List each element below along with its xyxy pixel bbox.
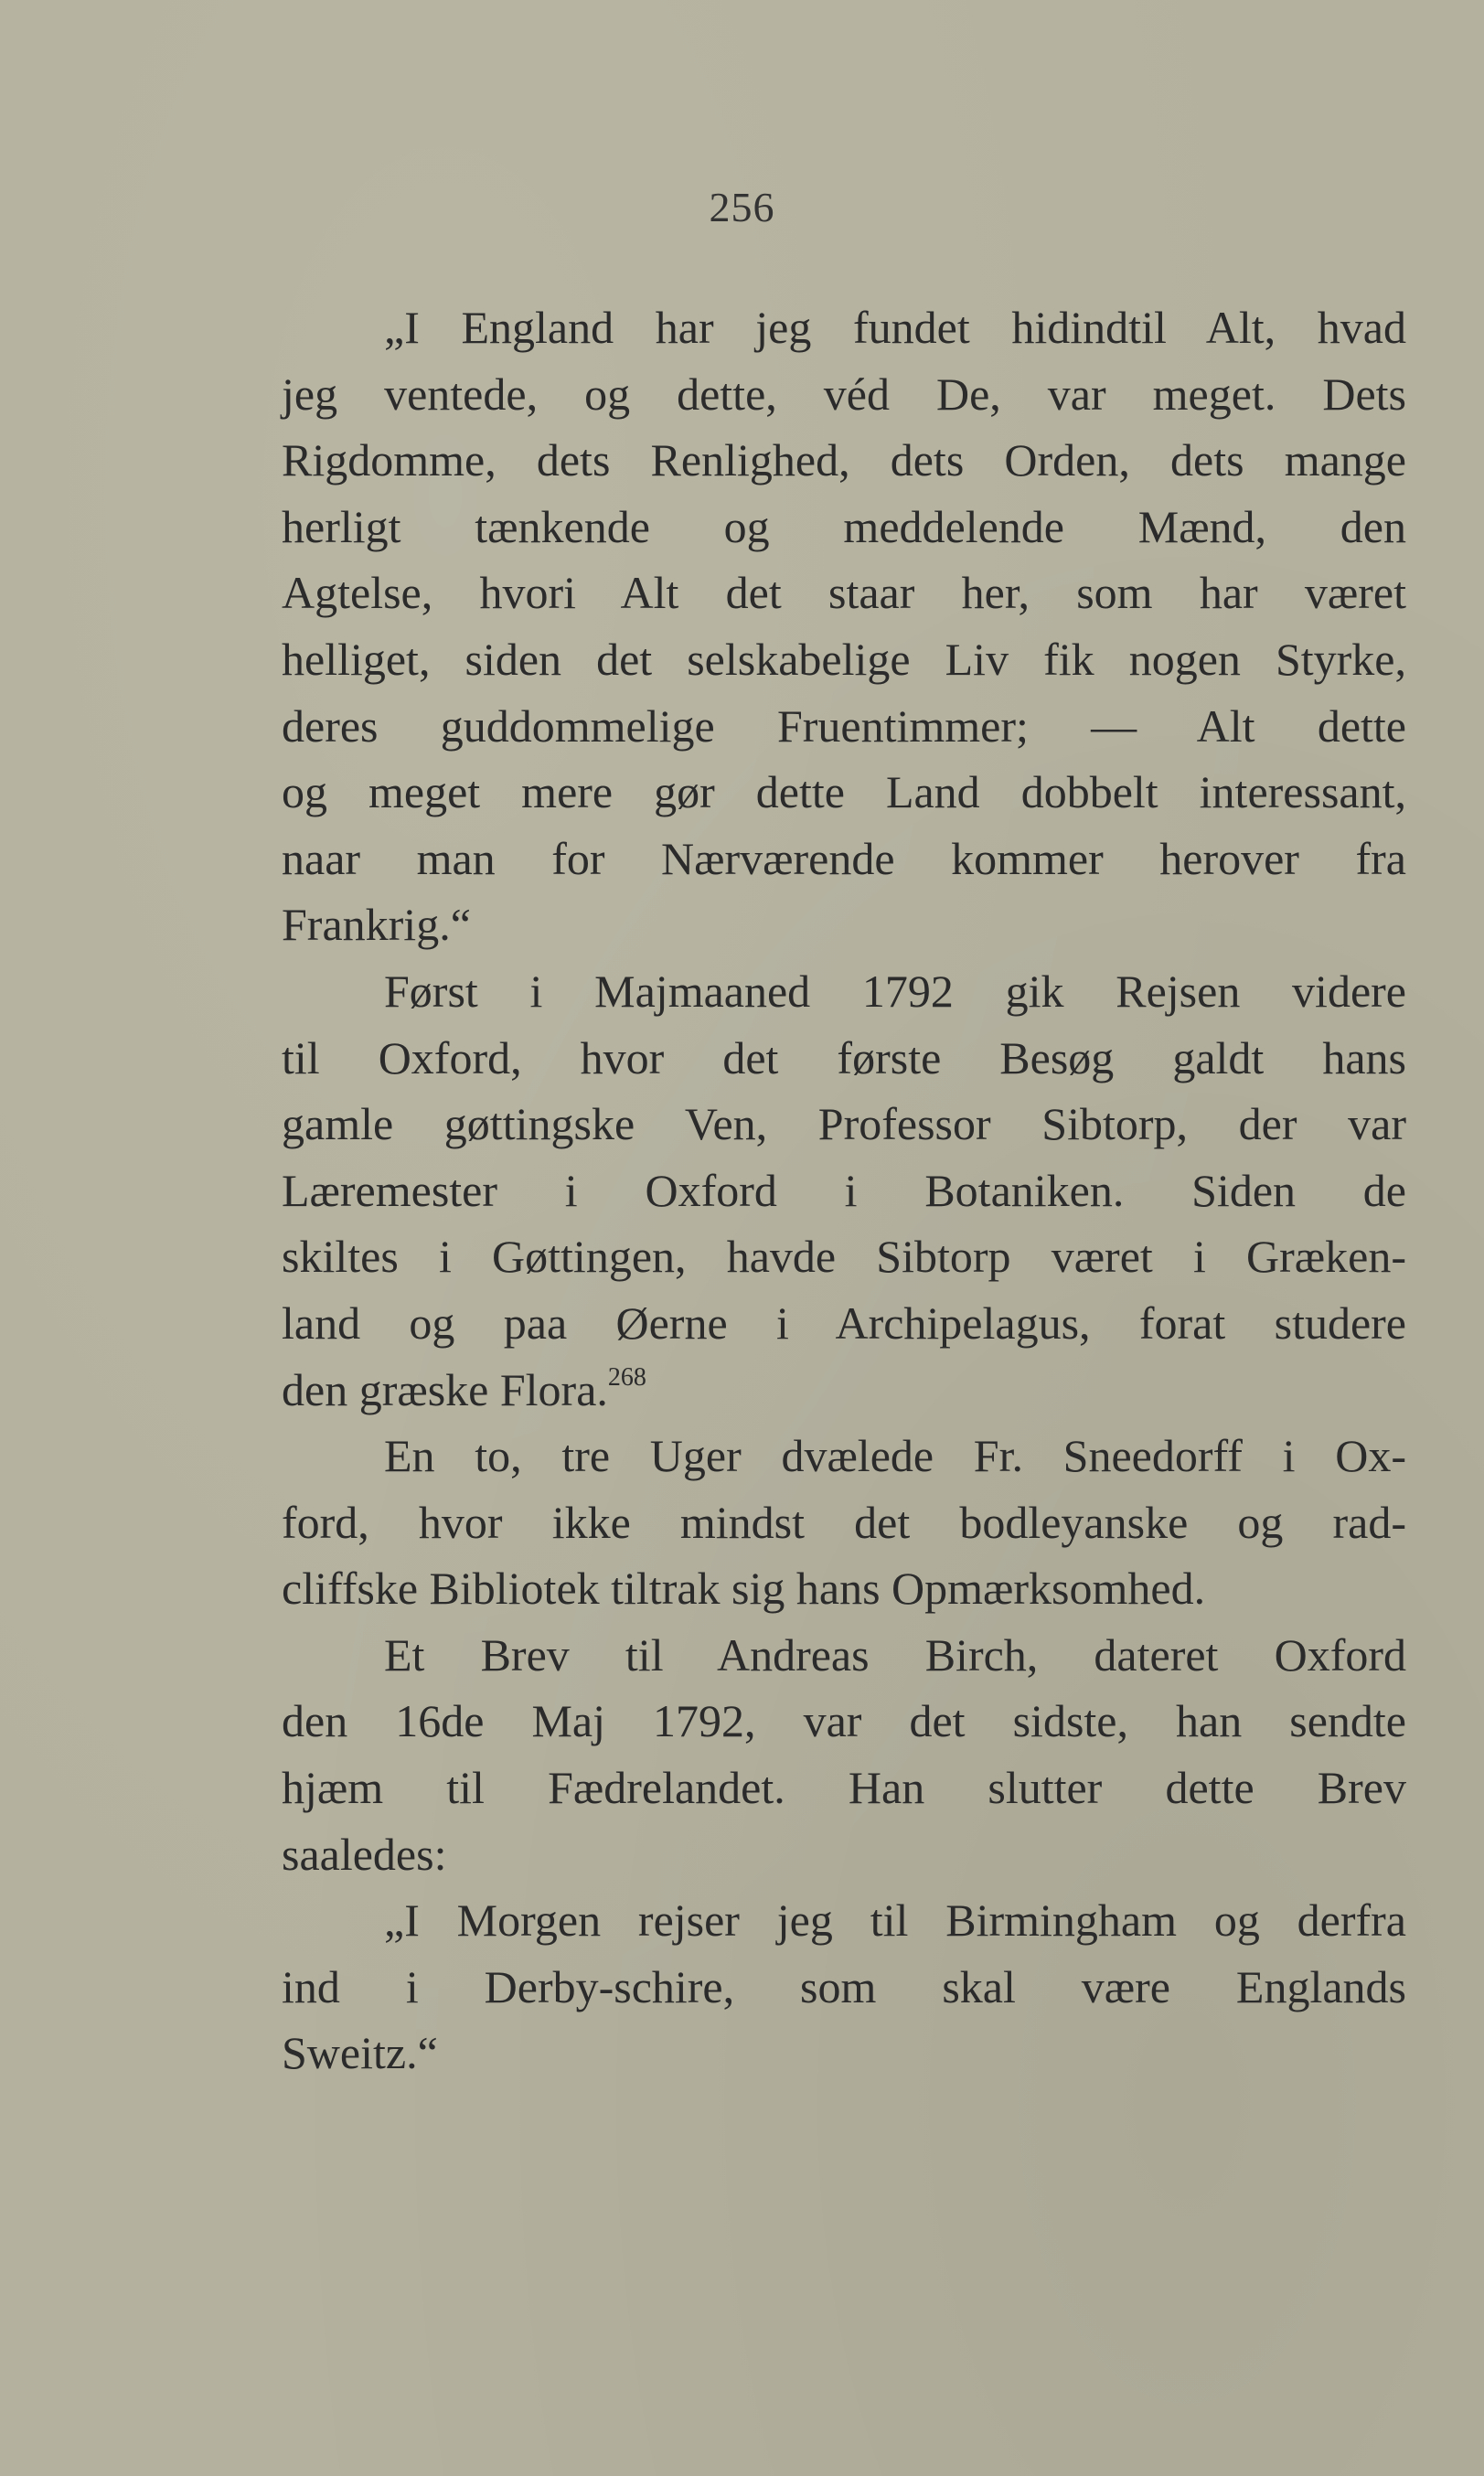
- paragraph-5: [282, 1887, 1406, 2086]
- text-line: Rigdomme, dets Renlighed, dets Orden, dets mange: [282, 434, 1406, 486]
- text-line: til Oxford, hvor det første Besøg galdt hans: [282, 1031, 1406, 1083]
- text-line: En to, tre Uger dvælede Fr. Sneedorff i Ox-: [384, 1430, 1406, 1482]
- text-line: Sweitz.“: [282, 2027, 438, 2079]
- paragraph-4: [282, 1622, 1406, 1887]
- text-line: cliffske Bibliotek tiltrak sig hans Opmærksomhed.: [282, 1563, 1206, 1615]
- text-line: helliget, siden det selskabelige Liv fik nogen Styrke,: [282, 633, 1406, 685]
- body-text: [282, 294, 1406, 2086]
- text-line: skiltes i Gøttingen, havde Sibtorp været i Græken-: [282, 1231, 1406, 1283]
- text-line: og meget mere gør dette Land dobbelt interessant,: [282, 766, 1406, 818]
- text-line: gamle gøttingske Ven, Professor Sibtorp, der var: [282, 1098, 1406, 1150]
- text-line: naar man for Nærværende kommer herover fra: [282, 832, 1406, 884]
- text-line: hjæm til Fædrelandet. Han slutter dette Brev: [282, 1762, 1406, 1814]
- text-line: [282, 1357, 1406, 1424]
- text-line: land og paa Øerne i Archipelagus, forat studere: [282, 1297, 1406, 1349]
- paragraph-3: [282, 1423, 1406, 1622]
- footnote-reference: 268: [607, 1362, 646, 1392]
- text-line: ford, hvor ikke mindst det bodleyanske og rad-: [282, 1496, 1406, 1548]
- paragraph-2: [282, 958, 1406, 1423]
- text-line: „I Morgen rejser jeg til Birmingham og derfra: [384, 1894, 1406, 1947]
- text-line: ind i Derby-schire, som skal være Englands: [282, 1960, 1406, 2012]
- text-line: herligt tænkende og meddelende Mænd, den: [282, 500, 1406, 552]
- text-line: Først i Majmaaned 1792 gik Rejsen videre: [384, 965, 1406, 1017]
- text-line: Læremester i Oxford i Botaniken. Siden de: [282, 1164, 1406, 1216]
- page-number: 256: [709, 184, 775, 230]
- text-line: Agtelse, hvori Alt det staar her, som har været: [282, 567, 1406, 619]
- text-line: Frankrig.“: [282, 899, 471, 951]
- text-line: Et Brev til Andreas Birch, dateret Oxford: [384, 1628, 1406, 1681]
- text-line: jeg ventede, og dette, véd De, var meget. Dets: [282, 368, 1406, 420]
- text-line: den 16de Maj 1792, var det sidste, han sendte: [282, 1695, 1406, 1747]
- text-line-content: den græske Flora.: [282, 1363, 608, 1415]
- text-line: saaledes:: [282, 1828, 447, 1880]
- text-line: „I England har jeg fundet hidindtil Alt, hvad: [384, 302, 1406, 353]
- paragraph-1: [282, 294, 1406, 958]
- text-line: deres guddommelige Fruentimmer; — Alt dette: [282, 699, 1406, 752]
